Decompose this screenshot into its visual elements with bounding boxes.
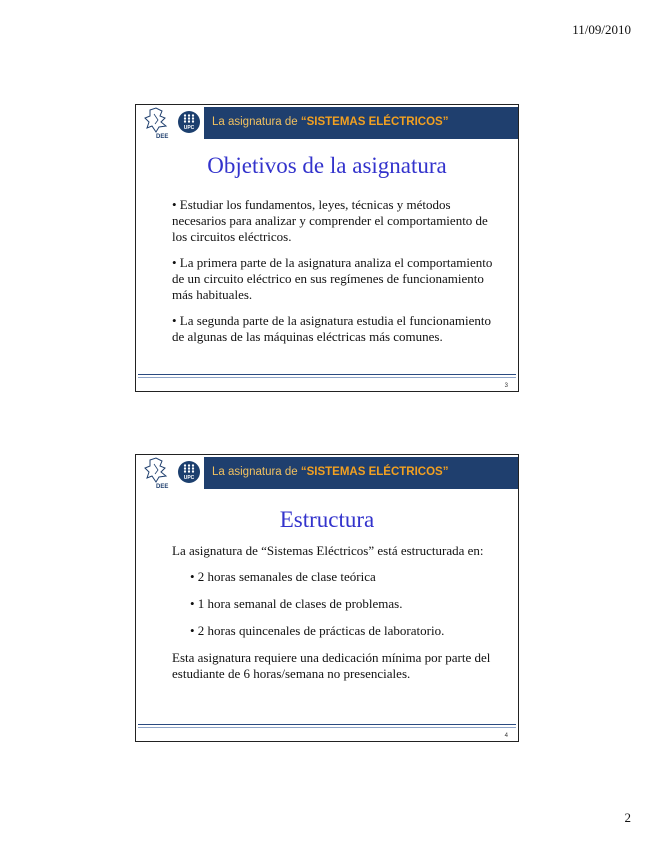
page-date: 11/09/2010: [572, 22, 631, 37]
slide-body: [172, 197, 496, 355]
slide-estructura: [135, 454, 519, 742]
bullet-item: • 2 horas quincenales de prácticas de laboratorio.: [190, 623, 445, 638]
bullet-item: • La primera parte de la asignatura analiza el comportamiento de un circuito eléctrico en sus regímenes de funcionamiento más habituales.: [172, 255, 493, 302]
upc-logo-icon: UPC: [178, 461, 200, 483]
dee-logo-icon: [142, 106, 176, 140]
header-course-title: La asignatura de “SISTEMAS ELÉCTRICOS”: [212, 466, 449, 478]
outro-paragraph: Esta asignatura requiere una dedicación mínima por parte del estudiante de 6 horas/semana no presenciales.: [172, 650, 491, 681]
footer-divider: [138, 374, 516, 375]
header-course-title: La asignatura de “SISTEMAS ELÉCTRICOS”: [212, 116, 449, 128]
page-number: 2: [624, 810, 631, 825]
dee-logo-icon: [142, 456, 176, 490]
intro-paragraph: La asignatura de “Sistemas Eléctricos” está estructurada en:: [172, 543, 484, 558]
footer-divider: [138, 727, 516, 728]
bullet-item: • La segunda parte de la asignatura estudia el funcionamiento de algunas de las máquinas eléctricas más comunes.: [172, 313, 491, 344]
slide-header: [136, 105, 518, 141]
bullet-item: • Estudiar los fundamentos, leyes, técnicas y métodos necesarios para analizar y comprender el comportamiento de los circuitos eléctricos.: [172, 197, 488, 244]
upc-logo-icon: UPC: [178, 111, 200, 133]
slide-number: 3: [504, 383, 508, 389]
bullet-item: • 2 horas semanales de clase teórica: [190, 569, 376, 584]
svg-text:DEE: DEE: [156, 484, 169, 490]
footer-divider: [138, 377, 516, 378]
slide-title: Objetivos de la asignatura: [207, 153, 447, 178]
svg-text:DEE: DEE: [156, 134, 169, 140]
footer-divider: [138, 724, 516, 725]
slide-title: Estructura: [279, 507, 375, 532]
header-band: [204, 107, 518, 139]
slide-header: [136, 455, 518, 491]
slide-body: [172, 543, 496, 692]
slide-number: 4: [504, 733, 508, 739]
header-band: [204, 457, 518, 489]
slide-objetivos: [135, 104, 519, 392]
bullet-item: • 1 hora semanal de clases de problemas.: [190, 596, 403, 611]
